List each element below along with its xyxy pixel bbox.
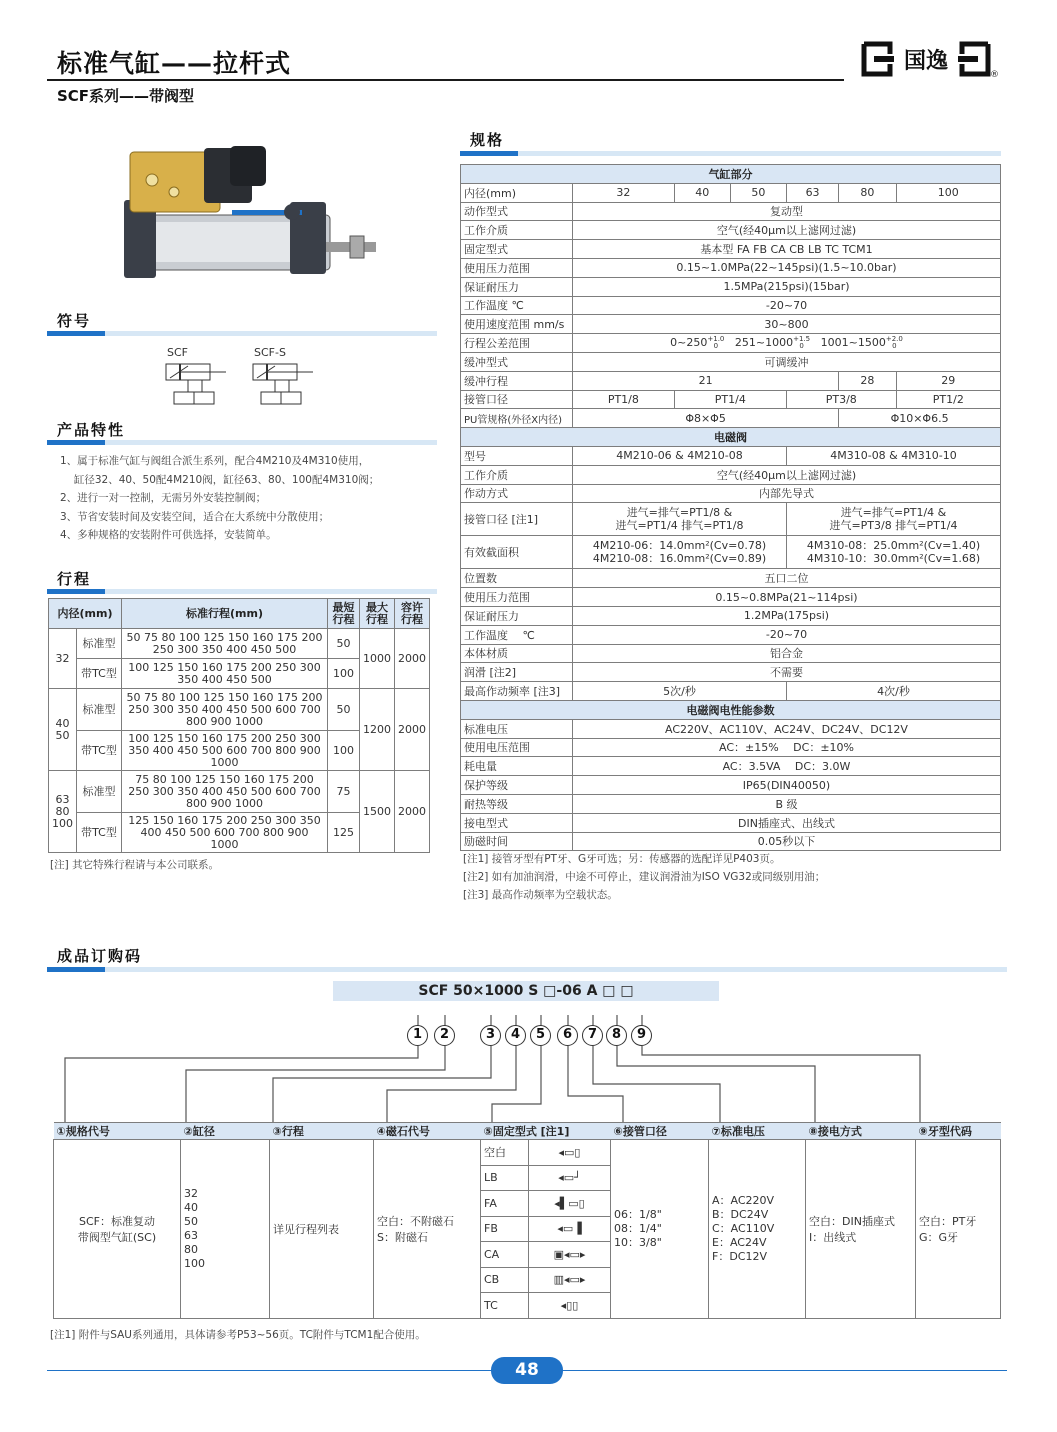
order-header: ②缸径 [181,1123,270,1140]
spec-bore: 40 [674,183,730,202]
product-photo [112,140,392,285]
stroke-type: 带TC型 [77,731,122,771]
spec-label: 工作介质 [461,465,573,484]
spec-value: 0.05秒以下 [573,832,1001,851]
order-header: ③行程 [270,1123,374,1140]
order-voltage: A：AC220V B：DC24V C：AC110V E：AC24V F：DC12V [709,1140,806,1319]
stroke-note: [注] 其它特殊行程请与本公司联系。 [50,859,220,871]
spec-value: 空气(经40μm以上滤网过滤) [573,221,1001,240]
stroke-type: 标准型 [77,629,122,659]
order-connection: 空白：DIN插座式 I：出线式 [806,1140,916,1319]
spec-value: 4M310-08 & 4M310-10 [786,446,1000,465]
order-index: 2 [434,1025,455,1046]
spec-value: 4M310-08：25.0mm²(Cv=1.40) 4M310-10：30.0mm²(Cv=1.68) [786,536,1000,569]
stroke-header: 最大行程 [360,599,395,629]
spec-value: 空气(经40μm以上滤网过滤) [573,465,1001,484]
order-index: 7 [582,1025,603,1046]
spec-label: 动作型式 [461,202,573,221]
pneumatic-symbol [160,360,320,410]
spec-value: 可调缓冲 [573,352,1001,371]
stroke-values: 75 80 100 125 150 160 175 200 250 300 350 400 450 500 600 700 800 900 1000 [122,771,328,813]
stroke-min: 100 [328,731,360,771]
feature-item: 2、进行一对一控制，无需另外安装控制阀； [60,492,267,504]
spec-value: 0.15~0.8MPa(21~114psi) [573,588,1001,607]
spec-bore: 50 [730,183,786,202]
spec-label: 最高作动频率 [注3] [461,682,573,701]
brand-logo [860,38,992,80]
spec-label: 位置数 [461,569,573,588]
section-bar [47,331,437,336]
spec-value: Φ8×Φ5 [573,409,839,428]
spec-label: 保护等级 [461,776,573,795]
spec-value: 4M210-06：14.0mm²(Cv=0.78) 4M210-08：16.0mm²(Cv=0.89) [573,536,787,569]
spec-value: Φ10×Φ6.5 [839,409,1001,428]
order-index: 5 [530,1025,551,1046]
mount-code: TC [481,1293,529,1319]
stroke-allow: 2000 [395,771,430,853]
stroke-values: 100 125 150 160 175 200 250 300 350 400 450 500 600 700 800 900 1000 [122,731,328,771]
order-connector-lines [0,1000,1057,1125]
stroke-header: 最短行程 [328,599,360,629]
stroke-min: 100 [328,659,360,689]
stroke-values: 125 150 160 175 200 250 300 350 400 450 500 600 700 800 900 1000 [122,813,328,853]
section-order: 成品订购码 [57,947,143,965]
order-index: 3 [480,1025,501,1046]
spec-label: 耗电量 [461,757,573,776]
spec-value: 基本型 FA FB CA CB LB TC TCM1 [573,240,1001,259]
spec-value: AC：±15% DC：±10% [573,738,1001,757]
stroke-values: 50 75 80 100 125 150 160 175 200 250 300 350 400 450 500 [122,629,328,659]
stroke-values: 100 125 150 160 175 200 250 300 350 400 450 500 [122,659,328,689]
spec-label: 型号 [461,446,573,465]
spec-value: IP65(DIN40050) [573,776,1001,795]
spec-value: B 级 [573,794,1001,813]
mount-code: FB [481,1216,529,1242]
spec-bore: 32 [573,183,675,202]
spec-bore: 63 [786,183,838,202]
spec-label: 作动方式 [461,484,573,503]
spec-value: 进气=排气=PT1/4 & 进气=PT3/8 排气=PT1/4 [786,503,1000,536]
section-symbol: 符号 [57,312,92,330]
mount-code: LB [481,1165,529,1191]
spec-label: 本体材质 [461,644,573,663]
spec-value: DIN插座式、出线式 [573,813,1001,832]
stroke-header: 内径(mm) [49,599,122,629]
spec-value: PT1/2 [896,390,1000,409]
spec-value: -20~70 [573,296,1001,315]
spec-label: 励磁时间 [461,832,573,851]
spec-value: 1.5MPa(215psi)(15bar) [573,277,1001,296]
feature-item: 1、属于标准气缸与阀组合派生系列，配合4M210及4M310使用， [60,455,370,467]
mount-code: CB [481,1267,529,1293]
spec-value: 复动型 [573,202,1001,221]
order-index: 8 [606,1025,627,1046]
stroke-type: 标准型 [77,771,122,813]
stroke-min: 75 [328,771,360,813]
symbol-label-scf: SCF [167,346,188,359]
order-stroke: 详见行程列表 [270,1140,374,1319]
spec-label: 工作介质 [461,221,573,240]
order-index: 9 [631,1025,652,1046]
stroke-header: 标准行程(mm) [122,599,328,629]
stroke-bore: 40 50 [49,689,77,771]
stroke-header: 容许行程 [395,599,430,629]
order-magnet: 空白：不附磁石 S：附磁石 [374,1140,481,1319]
feature-item: 3、节省安装时间及安装空间，适合在大系统中分散使用； [60,510,330,523]
spec-value: AC220V、AC110V、AC24V、DC24V、DC12V [573,719,1001,738]
mount-icon: ◂▭▐ [529,1216,611,1242]
spec-label: 接管口径 [461,390,573,409]
spec-label: 内径(mm) [461,183,573,202]
spec-bore: 80 [839,183,896,202]
spec-label: 使用压力范围 [461,588,573,607]
spec-tolerance: 0~250 +1.0 0 251~1000 +1.5 0 1001~1500 +2.0 0 [573,334,1001,353]
stroke-type: 标准型 [77,689,122,731]
stroke-min: 125 [328,813,360,853]
registered-mark: ® [990,70,999,80]
page-number: 48 [491,1357,563,1384]
spec-label: 缓冲型式 [461,352,573,371]
section-bar [47,589,437,594]
order-header: ⑥接管口径 [611,1123,709,1140]
stroke-min: 50 [328,629,360,659]
spec-label: 固定型式 [461,240,573,259]
spec-value: -20~70 [573,625,1001,644]
spec-subheader: 气缸部分 [461,165,1001,184]
mount-icon: ▥◂▭▸ [529,1267,611,1293]
mount-icon: ◂▭┘ [529,1165,611,1191]
stroke-type: 带TC型 [77,813,122,853]
spec-label: 使用电压范围 [461,738,573,757]
spec-notes [463,850,825,904]
symbol-label-scfs: SCF-S [254,346,286,359]
spec-label: 使用压力范围 [461,258,573,277]
spec-bore: 100 [896,183,1000,202]
spec-value: 4M210-06 & 4M210-08 [573,446,787,465]
order-bores: 32 40 50 63 80 100 [181,1140,270,1319]
logo-text: 国逸 [903,48,949,74]
stroke-values: 50 75 80 100 125 150 160 175 200 250 300 350 400 450 500 600 700 800 900 1000 [122,689,328,731]
spec-value: 5次/秒 [573,682,787,701]
spec-value: PT1/8 [573,390,675,409]
spec-label: PU管规格(外径X内径) [461,409,573,428]
spec-value: PT3/8 [786,390,896,409]
stroke-bore: 63 80 100 [49,771,77,853]
section-bar [460,151,1001,156]
spec-subheader: 电磁阀 [461,428,1001,447]
spec-label: 工作温度 ℃ [461,296,573,315]
spec-note: [注3] 最高作动频率为空载状态。 [463,889,618,901]
spec-value: 29 [896,371,1000,390]
order-table [53,1122,1001,1319]
spec-value: 不需要 [573,663,1001,682]
page-title: 标准气缸——拉杆式 [57,49,292,78]
spec-table [460,164,1001,851]
stroke-table [48,598,430,853]
spec-label: 耐热等级 [461,794,573,813]
spec-label: 保证耐压力 [461,277,573,296]
mount-code: CA [481,1242,529,1268]
feature-item: 缸径32、40、50配4M210阀，缸径63、80、100配4M310阀； [60,473,380,486]
order-header: ⑤固定型式 [注1] [481,1123,611,1140]
order-note: [注1] 附件与SAU系列通用，具体请参考P53~56页。TC附件与TCM1配合使用。 [50,1329,426,1341]
stroke-allow: 2000 [395,689,430,771]
spec-value: 28 [839,371,896,390]
order-header: ④磁石代号 [374,1123,481,1140]
order-index: 4 [505,1025,526,1046]
spec-label: 工作温度 ℃ [461,625,573,644]
spec-value: 0.15~1.0MPa(22~145psi)(1.5~10.0bar) [573,258,1001,277]
stroke-max: 1500 [360,771,395,853]
spec-value: 内部先导式 [573,484,1001,503]
spec-value: 五口二位 [573,569,1001,588]
mount-code: 空白 [481,1140,529,1166]
spec-label: 有效截面积 [461,536,573,569]
spec-note: [注2] 如有加油润滑，中途不可停止，建议润滑油为ISO VG32或同级别用油； [463,871,826,883]
spec-subheader: 电磁阀电性能参数 [461,700,1001,719]
stroke-max: 1200 [360,689,395,771]
stroke-bore: 32 [49,629,77,689]
spec-label: 行程公差范围 [461,334,573,353]
order-index: 1 [407,1025,428,1046]
section-bar [47,440,437,445]
section-bar [47,967,1007,972]
order-index: 6 [557,1025,578,1046]
spec-value: 进气=排气=PT1/8 & 进气=PT1/4 排气=PT1/8 [573,503,787,536]
mount-code: FA [481,1191,529,1217]
section-features: 产品特性 [57,421,126,439]
features-list [60,452,440,545]
title-rule [47,79,844,81]
order-spec-code: SCF：标准复动 带阀型气缸(SC) [54,1140,181,1319]
section-spec: 规格 [470,131,505,149]
spec-label: 标准电压 [461,719,573,738]
spec-value: 铝合金 [573,644,1001,663]
spec-value: 1.2MPa(175psi) [573,606,1001,625]
stroke-type: 带TC型 [77,659,122,689]
order-thread: 空白：PT牙 G：G牙 [916,1140,1001,1319]
spec-label: 使用速度范围 mm/s [461,315,573,334]
spec-value: AC：3.5VA DC：3.0W [573,757,1001,776]
order-header: ⑦标准电压 [709,1123,806,1140]
order-header: ⑧接电方式 [806,1123,916,1140]
spec-label: 润滑 [注2] [461,663,573,682]
mount-icon: ▣◂▭▸ [529,1242,611,1268]
page-subtitle: SCF系列——带阀型 [57,87,195,105]
mount-icon: ◂▌▭▯ [529,1191,611,1217]
spec-value: 21 [573,371,839,390]
order-header: ①规格代号 [54,1123,181,1140]
stroke-allow: 2000 [395,629,430,689]
spec-value: 30~800 [573,315,1001,334]
spec-label: 接电型式 [461,813,573,832]
spec-label: 缓冲行程 [461,371,573,390]
mount-icon: ◂▭▯ [529,1140,611,1166]
order-code: SCF 50×1000 S □-06 A □ □ [333,981,719,1001]
spec-note: [注1] 接管牙型有PT牙、G牙可选；另：传感器的选配详见P403页。 [463,853,781,865]
feature-item: 4、多种规格的安装附件可供选择，安装简单。 [60,529,277,541]
order-port: 06：1/8" 08：1/4" 10：3/8" [611,1140,709,1319]
order-header: ⑨牙型代码 [916,1123,1001,1140]
spec-value: PT1/4 [674,390,786,409]
spec-value: 4次/秒 [786,682,1000,701]
spec-label: 接管口径 [注1] [461,503,573,536]
mount-icon: ◂▯▯ [529,1293,611,1319]
section-stroke: 行程 [57,570,92,588]
stroke-min: 50 [328,689,360,731]
stroke-max: 1000 [360,629,395,689]
spec-label: 保证耐压力 [461,606,573,625]
